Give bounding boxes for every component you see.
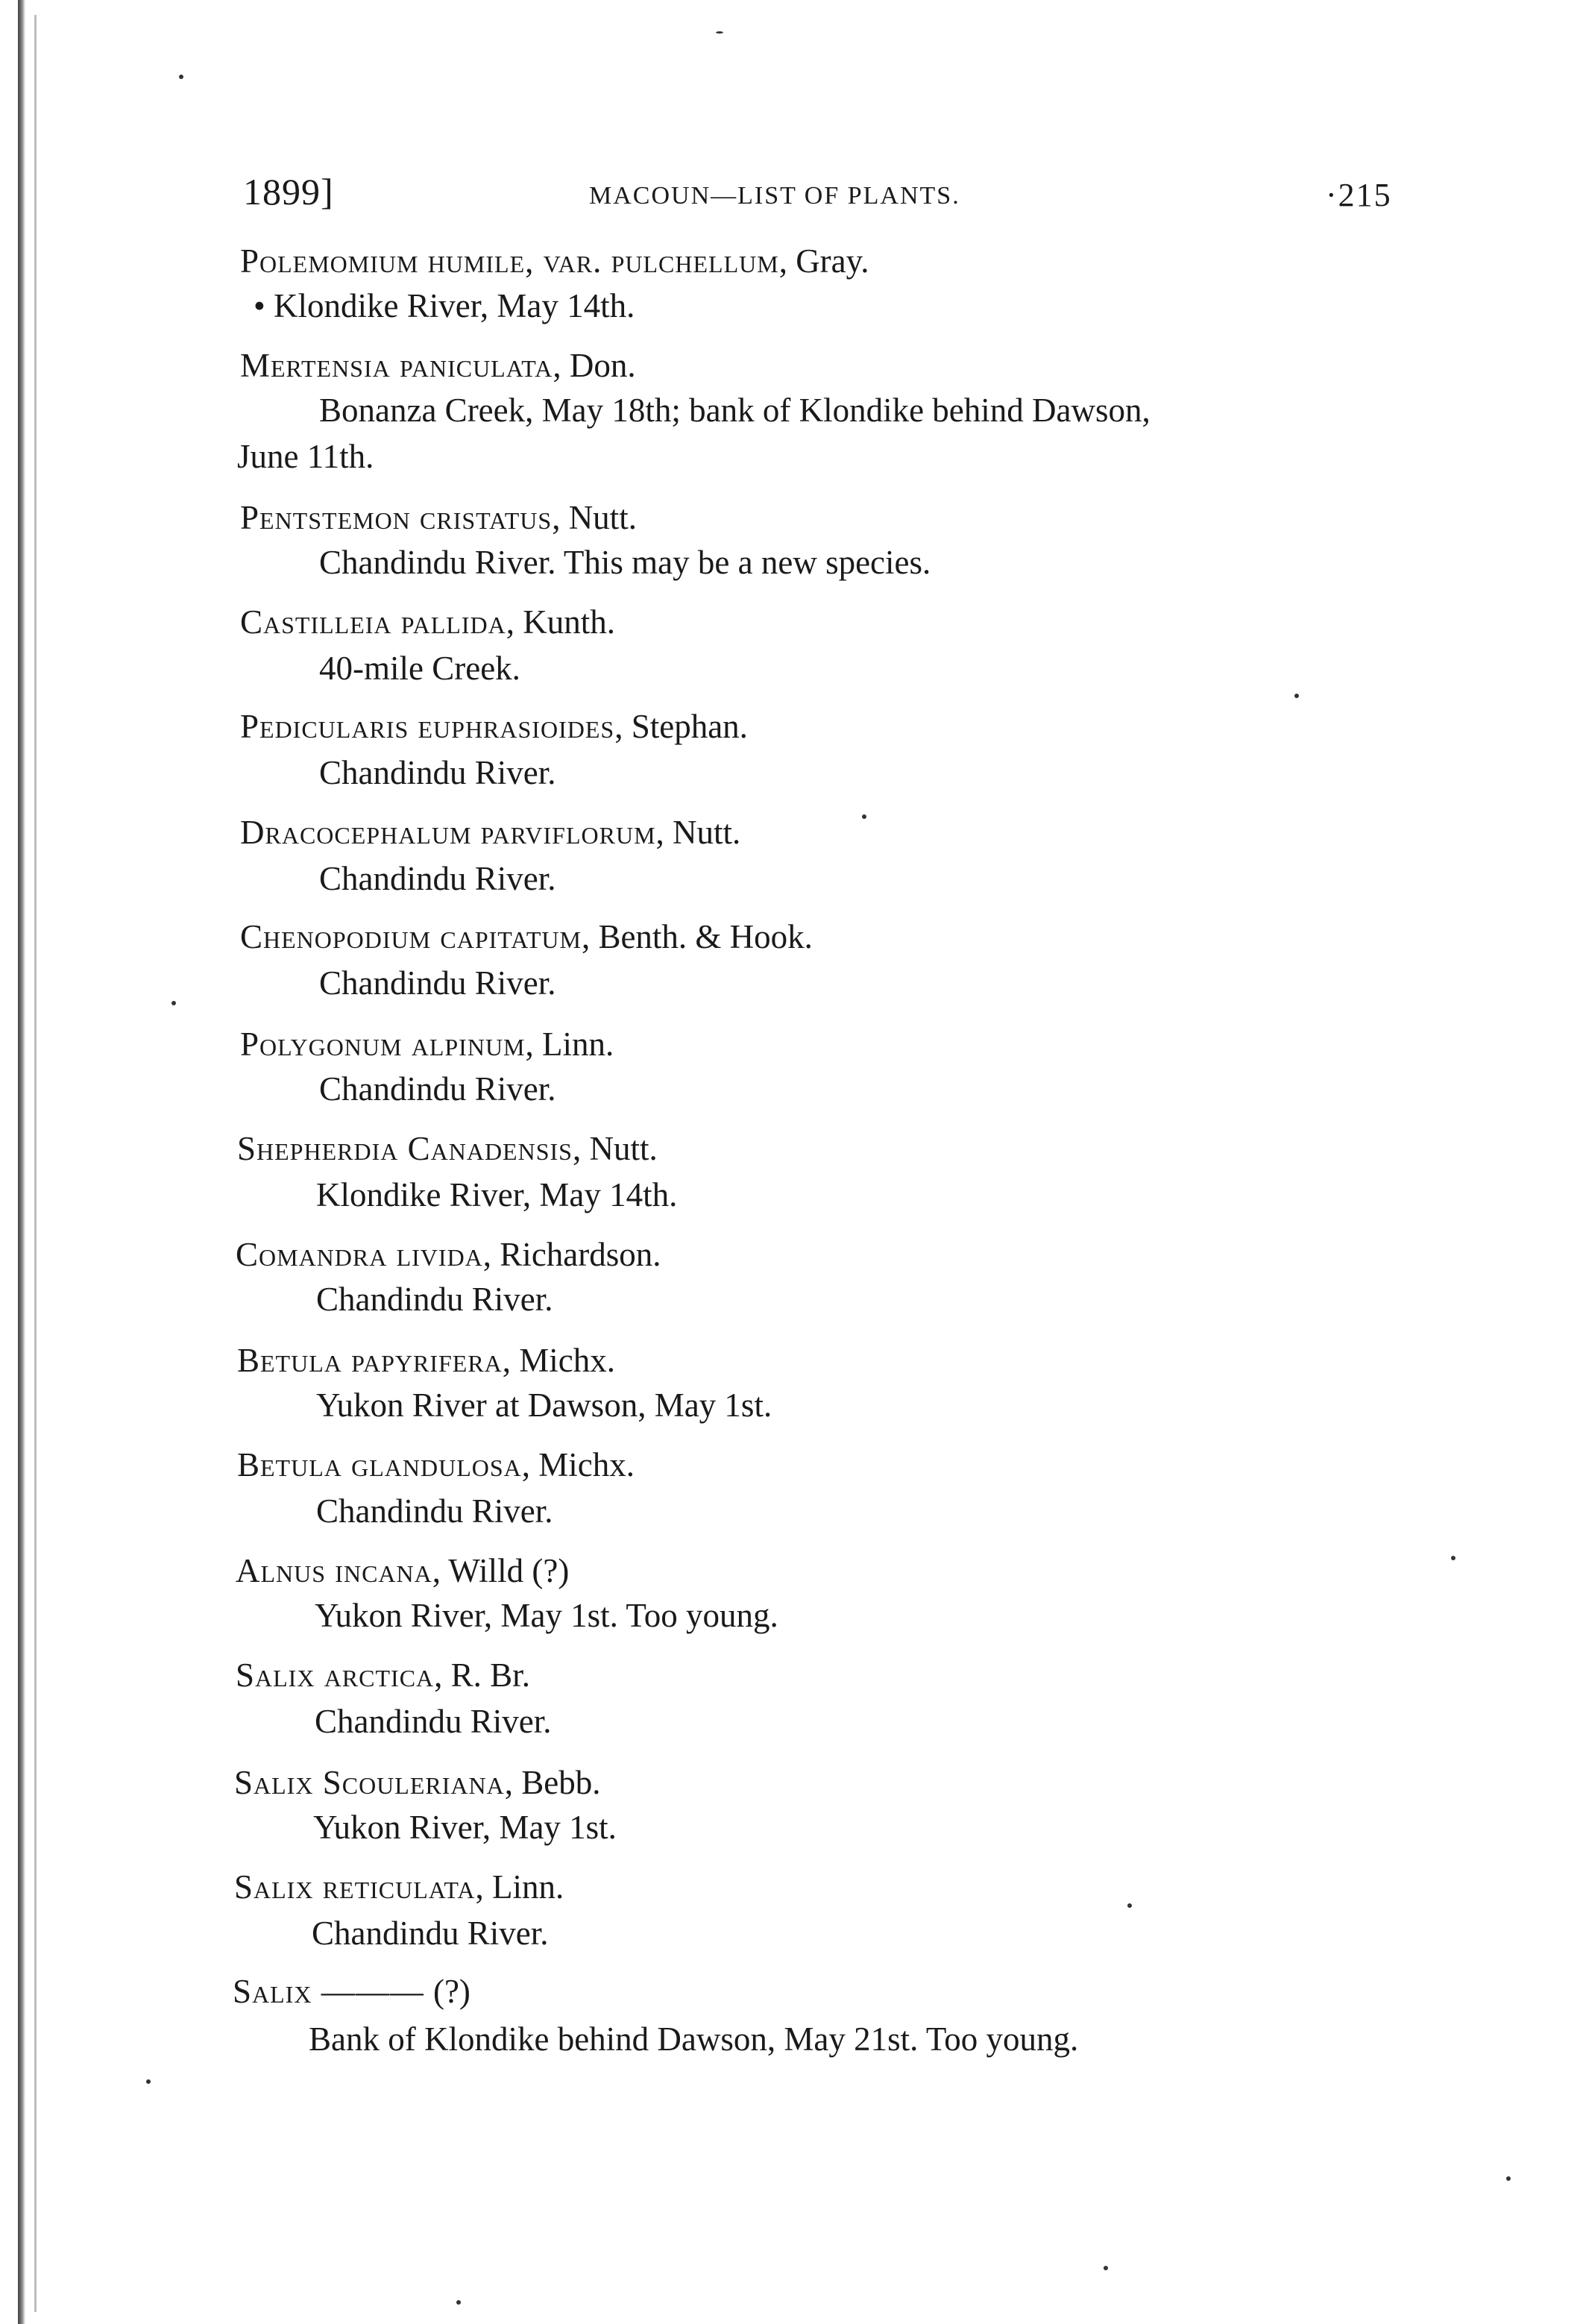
authority: , Stephan. <box>614 708 748 745</box>
authority: , Richardson. <box>482 1236 661 1273</box>
genus-species: Comandra livida <box>236 1236 483 1273</box>
binding-edge-line <box>34 15 37 2312</box>
scan-speck <box>171 1001 176 1005</box>
header-title: MACOUN—LIST OF PLANTS. <box>589 182 960 210</box>
authority: , Benth. & Hook. <box>581 918 813 955</box>
collection-note: 40-mile Creek. <box>319 650 520 687</box>
collection-note: • Klondike River, May 14th. <box>254 287 635 324</box>
collection-note: Chandindu River. <box>319 754 556 791</box>
variety: , var. pulchellum <box>525 242 779 280</box>
collection-note: Chandindu River. <box>312 1915 549 1952</box>
species-name <box>240 239 869 283</box>
species-name <box>236 1548 569 1593</box>
genus-species: Polygonum alpinum <box>240 1026 526 1063</box>
scan-speck <box>716 31 723 34</box>
authority: , Michx. <box>521 1446 635 1483</box>
collection-note: Klondike River, May 14th. <box>316 1176 678 1213</box>
genus-species: Pedicularis euphrasioides <box>240 708 615 745</box>
genus-species: Salix <box>233 1973 312 2010</box>
authority: , R. Br. <box>434 1656 530 1694</box>
species-name <box>240 810 740 855</box>
authority: , Linn. <box>475 1868 564 1906</box>
species-name <box>237 1442 635 1487</box>
species-name <box>236 1653 530 1698</box>
variety: ——— <box>312 1973 433 2010</box>
authority: , Gray. <box>778 242 869 280</box>
authority: , Kunth. <box>506 603 615 641</box>
scan-speck <box>862 814 866 819</box>
genus-species: Mertensia paniculata <box>240 347 553 384</box>
collection-note: June 11th. <box>237 438 374 475</box>
genus-species: Salix reticulata <box>234 1868 476 1906</box>
collection-note: Yukon River at Dawson, May 1st. <box>316 1386 772 1424</box>
authority: (?) <box>432 1973 470 2010</box>
collection-note: Yukon River, May 1st. <box>313 1809 617 1846</box>
scan-speck <box>1104 2266 1108 2270</box>
collection-note: Bonanza Creek, May 18th; bank of Klondike behind Dawson, <box>319 392 1151 429</box>
species-name <box>240 600 615 644</box>
genus-species: Castilleia pallida <box>240 603 506 641</box>
scan-speck <box>456 2300 461 2305</box>
running-header <box>0 170 1580 222</box>
authority: , Nutt. <box>552 499 637 536</box>
scan-speck <box>1294 694 1299 698</box>
species-name <box>237 1338 615 1383</box>
genus-species: Salix Scouleriana <box>234 1764 505 1801</box>
species-name <box>240 495 637 540</box>
genus-species: Alnus incana <box>236 1552 432 1589</box>
collection-note: Bank of Klondike behind Dawson, May 21st. Too young. <box>309 2020 1079 2058</box>
species-name <box>234 1760 600 1805</box>
authority: , Bebb. <box>504 1764 601 1801</box>
genus-species: Polemomium humile <box>240 242 526 280</box>
authority: , Nutt. <box>655 814 741 851</box>
authority: , Don. <box>553 347 636 384</box>
species-name <box>233 1969 470 2014</box>
scan-speck <box>146 2079 151 2084</box>
header-year: 1899] <box>243 171 334 213</box>
genus-species: Chenopodium capitatum <box>240 918 582 955</box>
collection-note: Chandindu River. This may be a new species. <box>319 544 931 581</box>
species-name <box>240 343 636 388</box>
scan-speck <box>1451 1556 1455 1560</box>
species-name <box>240 704 748 749</box>
collection-note: Chandindu River. <box>316 1281 553 1318</box>
species-name <box>240 1022 614 1067</box>
genus-species: Dracocephalum parviflorum <box>240 814 656 851</box>
collection-note: Chandindu River. <box>319 964 556 1002</box>
scan-speck <box>1127 1903 1132 1908</box>
collection-note: Yukon River, May 1st. Too young. <box>315 1597 778 1634</box>
authority: , Linn. <box>525 1026 614 1063</box>
genus-species: Shepherdia Canadensis <box>237 1130 573 1167</box>
scan-speck <box>179 75 183 79</box>
species-name <box>234 1865 564 1909</box>
scan-speck <box>1506 2176 1511 2181</box>
collection-note: Chandindu River. <box>316 1492 553 1530</box>
collection-note: Chandindu River. <box>315 1703 552 1740</box>
genus-species: Salix arctica <box>236 1656 435 1694</box>
species-name <box>240 914 813 959</box>
collection-note: Chandindu River. <box>319 1070 556 1108</box>
collection-note: Chandindu River. <box>319 860 556 897</box>
authority: , Nutt. <box>572 1130 658 1167</box>
page-number: ·215 <box>1326 177 1392 213</box>
species-name <box>236 1232 661 1277</box>
genus-species: Betula glandulosa <box>237 1446 522 1483</box>
authority: , Michx. <box>502 1342 616 1379</box>
genus-species: Betula papyrifera <box>237 1342 503 1379</box>
species-name <box>237 1126 658 1171</box>
authority: , Willd (?) <box>432 1552 570 1589</box>
binding-edge-shadow <box>18 0 25 2324</box>
genus-species: Pentstemon cristatus <box>240 499 553 536</box>
